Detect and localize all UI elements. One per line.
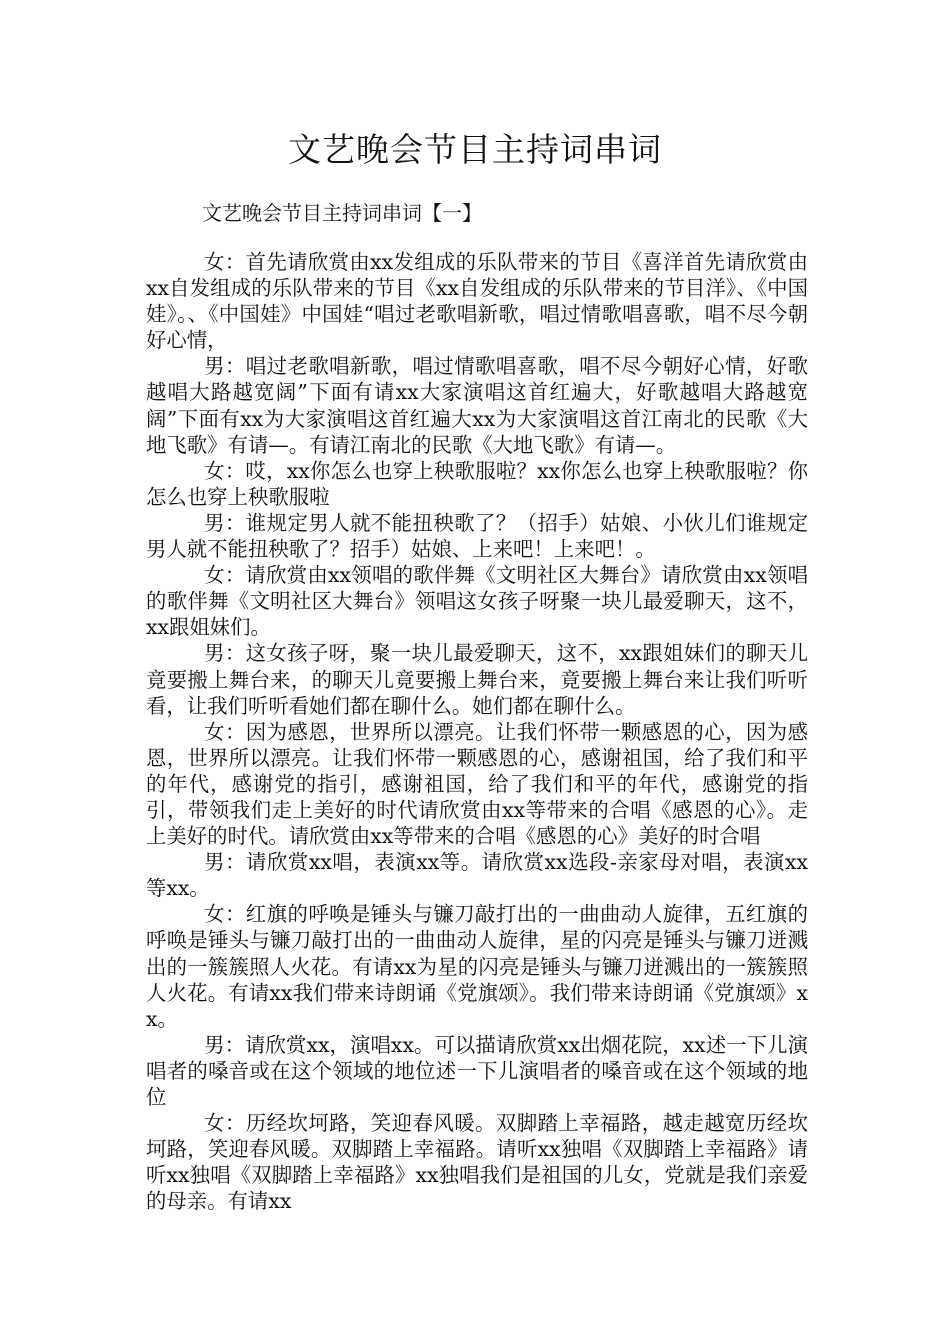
paragraph: 男：唱过老歌唱新歌，唱过情歌唱喜歌，唱不尽今朝好心情，好歌越唱大路越宽阔”下面有请xx大家演唱这首红遍大，好歌越唱大路越宽阔”下面有xx为大家演唱这首红遍大xx为大家演唱这首江南北的民歌《大地飞歌》有请—。有请江南北的民歌《大地飞歌》有请—。 <box>146 354 808 457</box>
paragraph: 女：哎，xx你怎么也穿上秧歌服啦？xx你怎么也穿上秧歌服啦？你怎么也穿上秧歌服啦 <box>146 458 808 509</box>
section-heading: 文艺晚会节目主持词串词【一】 <box>202 201 482 225</box>
document-body <box>146 249 808 1214</box>
paragraph: 男：谁规定男人就不能扭秧歌了？（招手）姑娘、小伙儿们谁规定男人就不能扭秧歌了？招手）姑娘、上来吧！上来吧！。 <box>146 510 808 562</box>
paragraph: 女：红旗的呼唤是锤头与镰刀敲打出的一曲曲动人旋律，五红旗的呼唤是锤头与镰刀敲打出的一曲曲动人旋律，星的闪亮是锤头与镰刀迸溅出的一簇簇照人火花。有请xx为星的闪亮是锤头与镰刀迸溅出的一簇簇照人火花。有请xx我们带来诗朗诵《党旗颂》。我们带来诗朗诵《党旗颂》xx。 <box>146 902 808 1031</box>
paragraph: 女：因为感恩，世界所以漂亮。让我们怀带一颗感恩的心，因为感恩，世界所以漂亮。让我们怀带一颗感恩的心，感谢祖国，给了我们和平的年代，感谢党的指引，感谢祖国，给了我们和平的年代，感谢党的指引，带领我们走上美好的时代请欣赏由xx等带来的合唱《感恩的心》。走上美好的时代。请欣赏由xx等带来的合唱《感恩的心》美好的时合唱 <box>146 719 808 849</box>
paragraph: 女：首先请欣赏由xx发组成的乐队带来的节目《喜洋首先请欣赏由xx自发组成的乐队带来的节目《xx自发组成的乐队带来的节目洋》、《中国娃》。、《中国娃》中国娃“唱过老歌唱新歌，唱过情歌唱喜歌，唱不尽今朝好心情， <box>146 250 808 353</box>
paragraph: 男：这女孩子呀，聚一块儿最爱聊天，这不，xx跟姐妹们的聊天儿竟要搬上舞台来，的聊天儿竟要搬上舞台来，竟要搬上舞台来让我们听听看，让我们听听看她们都在聊什么。她们都在聊什么。 <box>146 641 808 718</box>
paragraph: 女：历经坎坷路，笑迎春风暖。双脚踏上幸福路，越走越宽历经坎坷路，笑迎春风暖。双脚踏上幸福路。请听xx独唱《双脚踏上幸福路》请听xx独唱《双脚踏上幸福路》xx独唱我们是祖国的儿女，党就是我们亲爱的母亲。有请xx <box>146 1111 808 1214</box>
paragraph: 女：请欣赏由xx领唱的歌伴舞《文明社区大舞台》请欣赏由xx领唱的歌伴舞《文明社区大舞台》领唱这女孩子呀聚一块儿最爱聊天，这不，xx跟姐妹们。 <box>146 563 808 640</box>
document-title: 文艺晚会节目主持词串词 <box>288 130 662 169</box>
paragraph: 男：请欣赏xx，演唱xx。可以描请欣赏xx出烟花院，xx述一下儿演唱者的嗓音或在这个领域的地位述一下儿演唱者的嗓音或在这个领域的地位 <box>146 1032 808 1109</box>
paragraph: 男：请欣赏xx唱，表演xx等。请欣赏xx选段-亲家母对唱，表演xx等xx。 <box>146 850 808 901</box>
